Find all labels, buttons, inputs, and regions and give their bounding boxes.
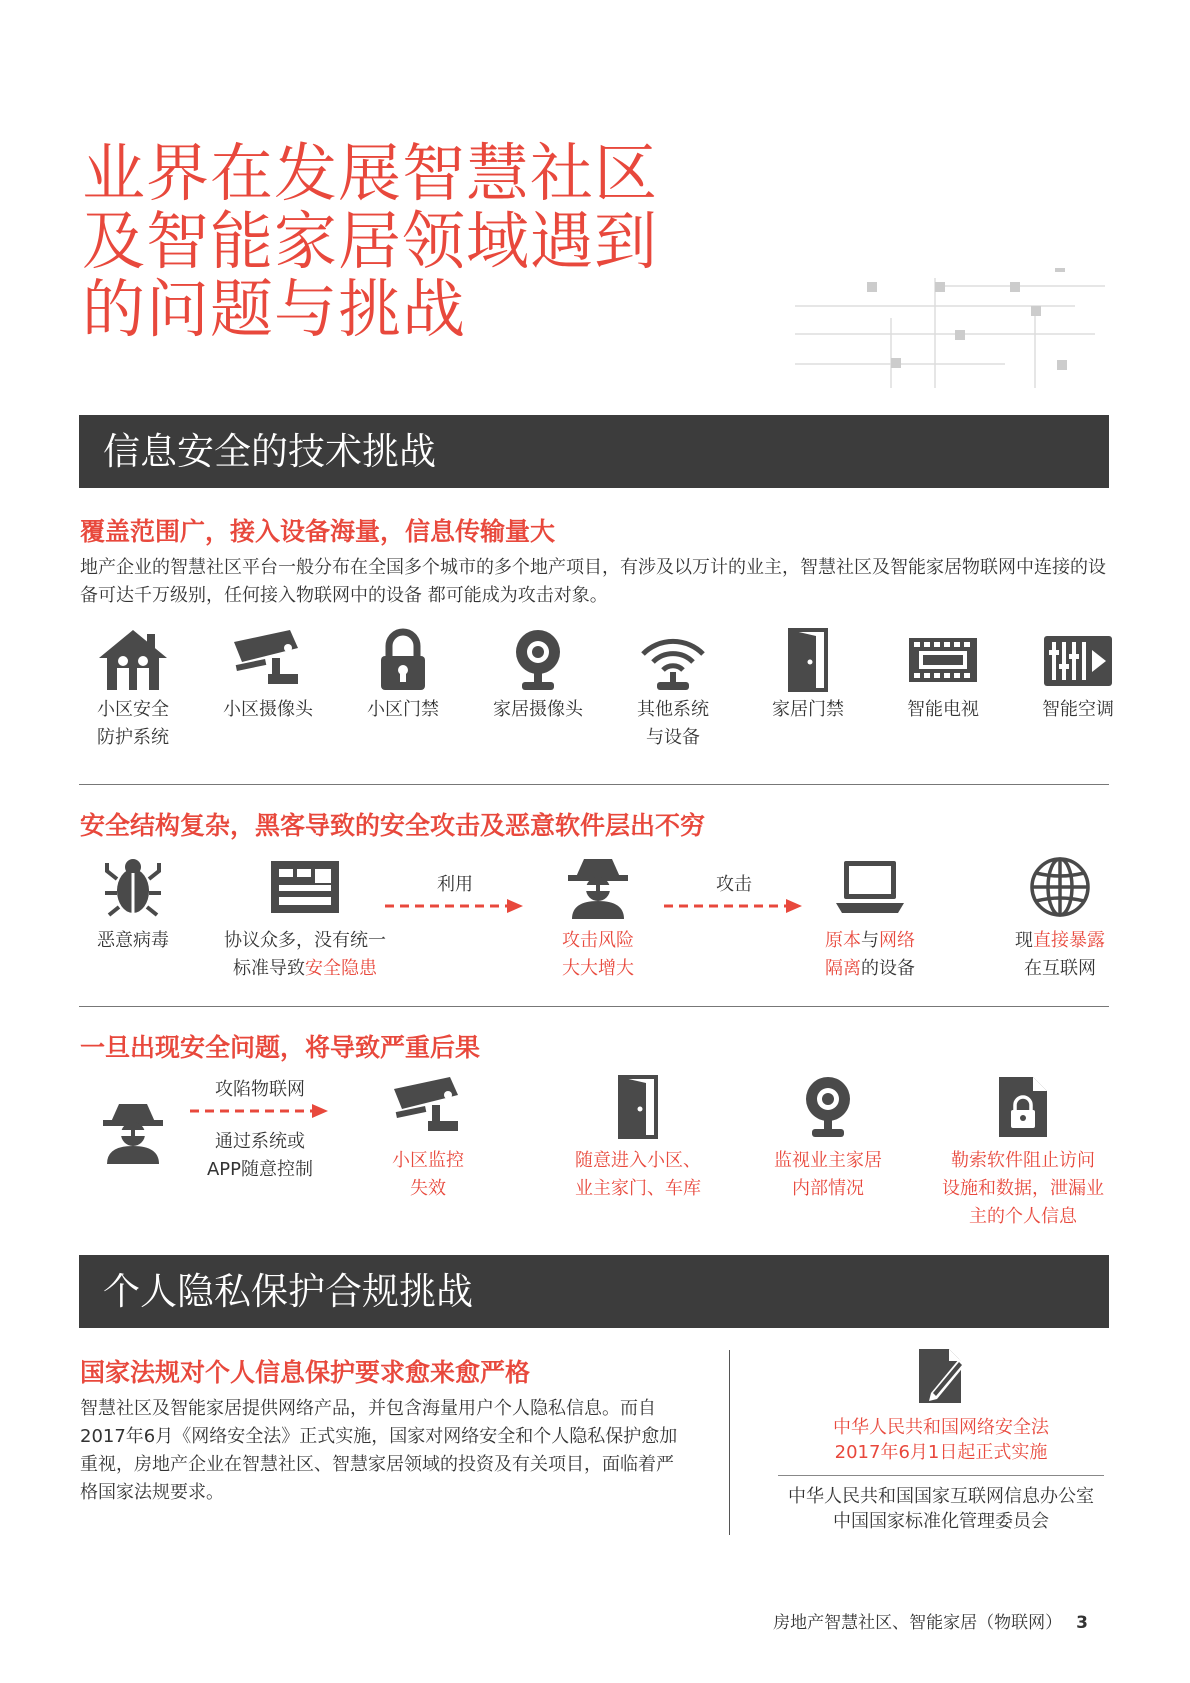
section-banner-tech: 信息安全的技术挑战 — [79, 415, 1109, 488]
coverage-paragraph: 地产企业的智慧社区平台一般分布在全国多个城市的多个地产项目，有涉及以万计的业主，智慧社区及智能家居物联网中连接的设备可达千万级别，任何接入物联网中的设备 都可能成为攻击对象。 — [80, 557, 1106, 606]
page-number: 3 — [1076, 1613, 1088, 1633]
title-line: 业界在发展智慧社区 — [82, 137, 658, 210]
device-label: 其他系统 与设备 — [637, 699, 709, 748]
hacker-icon — [562, 855, 634, 919]
device-label: 小区安全 防护系统 — [97, 699, 169, 748]
malware-item — [58, 855, 208, 955]
dashed-arrow-icon — [385, 896, 525, 916]
device-label: 小区门禁 — [367, 699, 439, 720]
webcam-icon — [502, 628, 574, 692]
film-strip-icon — [907, 628, 979, 692]
consequence-label: 勒索软件阻止访问 设施和数据，泄漏业 主的个人信息 — [942, 1150, 1104, 1227]
consequence-label: 监视业主家居 内部情况 — [774, 1150, 882, 1199]
attack-risk-item — [523, 855, 673, 983]
exploit-arrow: 利用 — [385, 870, 525, 921]
consequence-monitoring-failure — [353, 1075, 503, 1203]
subheading-regulation: 国家法规对个人信息保护要求愈来愈严格 — [80, 1358, 531, 1387]
surveillance-camera-icon — [232, 628, 304, 692]
control-panel-icon — [1042, 628, 1114, 692]
device-other-systems — [598, 628, 748, 752]
laptop-icon — [834, 855, 906, 919]
webcam-icon — [792, 1075, 864, 1139]
device-label: 家居门禁 — [772, 699, 844, 720]
globe-icon — [1024, 855, 1096, 919]
door-icon — [772, 628, 844, 692]
wireless-antenna-icon — [637, 628, 709, 692]
locked-file-icon — [987, 1075, 1059, 1139]
isolated-device-label: 原本与网络 隔离的设备 — [825, 930, 915, 979]
consequence-label: 随意进入小区、 业主家门、车库 — [575, 1150, 701, 1199]
attack-risk-label: 攻击风险 大大增大 — [562, 930, 634, 979]
compromise-arrow: 攻陷物联网 通过系统或 APP随意控制 — [180, 1075, 340, 1184]
circuit-decoration — [795, 268, 1115, 388]
law-title: 中华人民共和国网络安全法 — [833, 1417, 1049, 1438]
title-line: 及智能家居领域遇到 — [82, 205, 658, 278]
circuit-board-icon — [269, 855, 341, 919]
hacker-icon — [97, 1100, 169, 1164]
device-community-access — [328, 628, 478, 724]
privacy-paragraph: 智慧社区及智能家居提供网络产品，并包含海量用户个人隐私信息。而自2017年6月《网络安全法》正式实施，国家对网络安全和个人隐私保护愈加重视，房地产企业在智慧社区、智慧家居领域的投资及有关项目，面临着严格国家法规要求。 — [80, 1398, 678, 1503]
device-home-access — [733, 628, 883, 724]
section-banner-privacy: 个人隐私保护合规挑战 — [79, 1255, 1109, 1328]
subheading-coverage: 覆盖范围广，接入设备海量，信息传输量大 — [80, 517, 556, 546]
device-community-security — [58, 628, 208, 752]
malware-label: 恶意病毒 — [97, 930, 169, 951]
device-smart-ac — [1003, 628, 1153, 724]
subheading-consequences: 一旦出现安全问题，将导致严重后果 — [80, 1033, 481, 1062]
device-label: 家居摄像头 — [493, 699, 583, 720]
device-label: 小区摄像头 — [223, 699, 313, 720]
law-divider — [778, 1475, 1104, 1476]
document-pen-icon — [911, 1345, 971, 1405]
dashed-arrow-icon — [190, 1101, 330, 1121]
subheading-complexity: 安全结构复杂，黑客导致的安全攻击及恶意软件层出不穷 — [80, 811, 706, 840]
surveillance-camera-icon — [392, 1075, 464, 1139]
device-label: 智能空调 — [1042, 699, 1114, 720]
consequence-unauthorized-entry — [548, 1075, 728, 1203]
attack-arrow: 攻击 — [664, 870, 804, 921]
law-citation-box — [778, 1345, 1104, 1534]
authority-sac: 中国国家标准化管理委员会 — [833, 1511, 1049, 1532]
page-footer — [773, 1608, 1088, 1633]
padlock-icon — [367, 628, 439, 692]
protocol-item — [200, 855, 410, 983]
device-home-camera — [463, 628, 613, 724]
divider — [79, 1006, 1109, 1007]
consequence-ransomware — [928, 1075, 1118, 1231]
vertical-divider — [729, 1350, 730, 1535]
internet-exposure-item — [985, 855, 1135, 983]
title-line: 的问题与挑战 — [82, 273, 466, 346]
law-effective-date: 2017年6月1日起正式实施 — [834, 1442, 1048, 1463]
device-label: 智能电视 — [907, 699, 979, 720]
consequence-home-surveillance — [748, 1075, 908, 1203]
footer-text: 房地产智慧社区、智能家居（物联网） — [773, 1613, 1063, 1633]
authority-cac: 中华人民共和国国家互联网信息办公室 — [788, 1486, 1094, 1507]
dashed-arrow-icon — [664, 896, 804, 916]
device-smart-tv — [868, 628, 1018, 724]
house-people-icon — [97, 628, 169, 692]
protocol-label: 协议众多，没有统一 标准导致安全隐患 — [224, 930, 386, 979]
page-title — [82, 137, 658, 346]
door-icon — [602, 1075, 674, 1139]
control-label: 通过系统或 APP随意控制 — [206, 1131, 314, 1180]
bug-icon — [97, 855, 169, 919]
device-community-camera — [193, 628, 343, 724]
consequence-label: 小区监控 失效 — [392, 1150, 464, 1199]
divider — [79, 784, 1109, 785]
internet-exposure-label: 现直接暴露 在互联网 — [1015, 930, 1105, 979]
isolated-device-item — [795, 855, 945, 983]
